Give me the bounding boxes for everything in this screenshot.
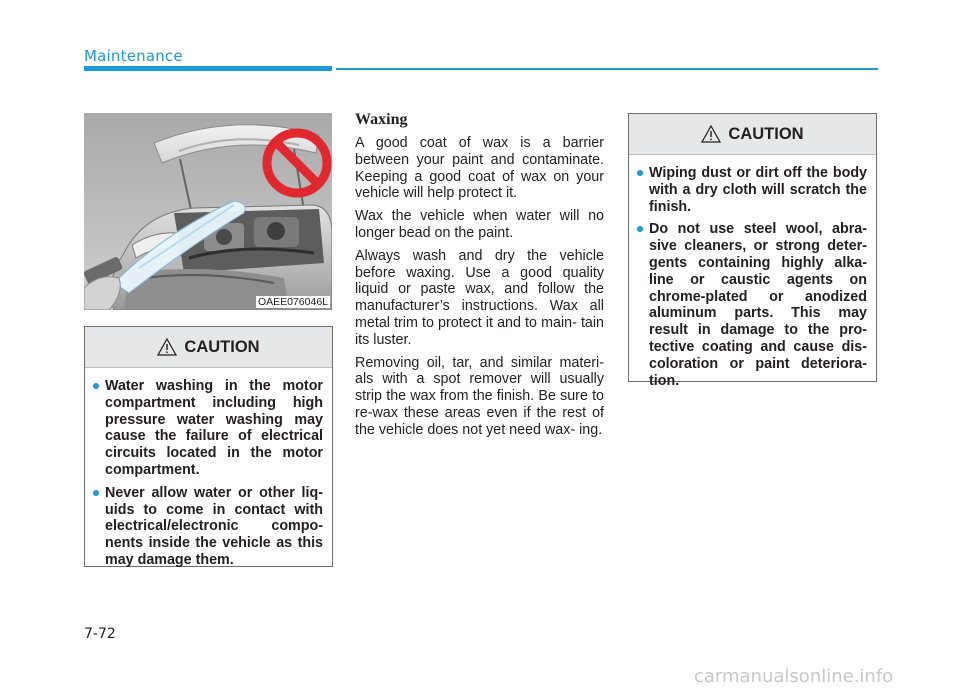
caution-bullet: Wiping dust or dirt off the body with a dry cloth will scratch the finish. [642, 165, 867, 215]
warning-triangle-icon [701, 125, 721, 143]
paragraph: A good coat of wax is a barrier between your paint and contaminate. Keeping a good coat of wax on your vehicle will help protect it. [355, 135, 604, 202]
section-title: Maintenance [84, 47, 183, 65]
section-heading-waxing: Waxing [355, 111, 408, 128]
caution-title: CAUTION [728, 124, 804, 143]
header-rule-thick [84, 66, 332, 71]
header-rule-thin [336, 68, 878, 70]
caution-bullet: Never allow water or other liq- uids to come in contact with electrical/electronic compo- nents inside the vehicle as this may damage them. [98, 485, 323, 569]
caution-bullet: Do not use steel wool, abra- sive cleaners, or strong deter- gents containing highly alka- line or caustic agents on chrome-plated or anodized aluminum parts. This may result in damage to the pro- tective coating and cause dis- coloration or paint deteriora- tion. [642, 221, 867, 389]
caution-bullet: Water washing in the motor compartment including high pressure water washing may cause the failure of electrical circuits located in the motor compartment. [98, 378, 323, 479]
caution-header [85, 327, 332, 368]
paragraph: Always wash and dry the vehicle before waxing. Use a good quality liquid or paste wax, and follow the manufacturer’s instructions. Wax all metal trim to protect it and to main- tain its luster. [355, 247, 604, 348]
warning-triangle-icon [157, 338, 177, 356]
caution-box-waxing [628, 113, 877, 389]
paragraph: Removing oil, tar, and similar materi- als with a spot remover will usually strip the wax from the finish. Be sure to re-wax these areas even if the rest of the vehicle does not yet need wax- ing. [355, 354, 604, 438]
page-number: 7-72 [84, 626, 116, 642]
engine-bay-drawing [84, 113, 332, 310]
caution-box-motor-compartment [84, 326, 333, 567]
caution-title: CAUTION [184, 337, 260, 356]
engine-wash-illustration [84, 113, 332, 310]
figure-code: OAEE076046L [257, 296, 328, 308]
watermark: carmanualsonline.info [694, 666, 894, 687]
waxing-section [355, 111, 604, 445]
paragraph: Wax the vehicle when water will no longer bead on the paint. [355, 208, 604, 241]
caution-header [629, 114, 876, 155]
